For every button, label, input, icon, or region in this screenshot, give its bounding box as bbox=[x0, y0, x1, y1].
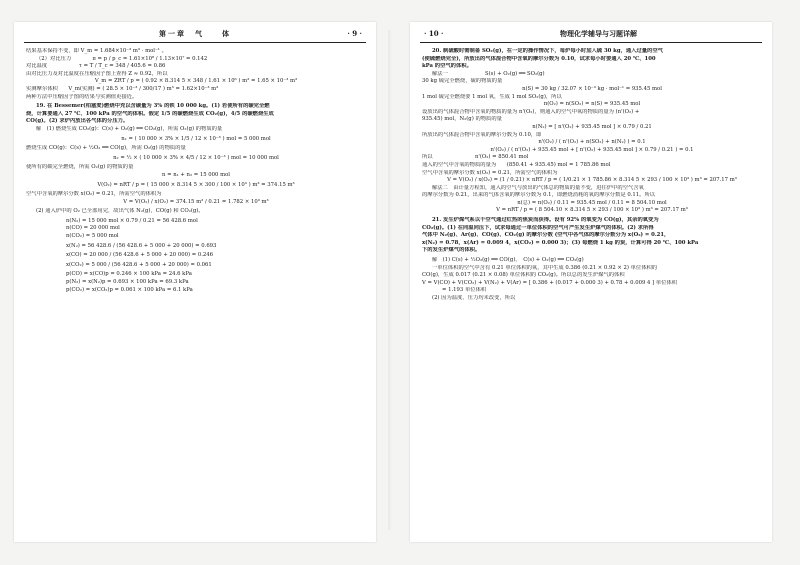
equation-line: n(N₂) = 15 000 mol × 0.79 / 0.21 = 56 428.6 mol bbox=[66, 217, 198, 224]
solution-line: 解 (1) C(s) + ½O₂(g) ══ CO(g)， C(s) + O₂(g) ══ CO₂(g) bbox=[432, 257, 584, 264]
equation-line: n(CO₂) = 5 000 mol bbox=[66, 233, 119, 240]
equation-line: x(N₂) = 56 428.6 / (56 428.6 + 5 000 + 20 000) = 0.693 bbox=[66, 242, 217, 249]
equation-line: x(CO) = 20 000 / (56 428.6 + 5 000 + 20 000) = 0.246 bbox=[66, 252, 214, 259]
equation-line: p(CO) = x(CO)p = 0.246 × 100 kPa = 24.6 kPa bbox=[66, 271, 192, 278]
text-line: 实测摩尔体积 V_m(实测) = ( 28.5 × 10⁻³ / 300/17 ) m³ = 1.62×10⁻³ m³ bbox=[26, 85, 219, 92]
equation-line: n(总) = n(O₂) / 0.11 = 935.45 mol / 0.11 = 8 504.10 mol bbox=[517, 199, 667, 206]
text-line: 空气中含氧的摩尔分数 x(O₂) = 0.21，所需空气的体积为 bbox=[422, 169, 558, 176]
text-line: 所放出的气体混合物中含氧的摩尔分数为 0.10，即 bbox=[422, 131, 542, 138]
equation-line: p(CO₂) = x(CO₂)p = 0.061 × 100 kPa = 6.1 kPa bbox=[66, 286, 193, 293]
problem-line: 19. 在 Bessemer(柏塞麦)燃烧中充以含碳量为 3% 的铁 10 000 kg。(1) 若使所有的碳完全燃 bbox=[36, 103, 270, 110]
text-line: 935.45) mol，N₂(g) 的物质的量 bbox=[422, 116, 502, 123]
equation-line: n(O₂) = n(SO₂) = n(S) = 935.45 mol bbox=[543, 101, 641, 108]
equation-line: V = V(O₂) / x(O₂) = (1 / 0.21) × nRT / p = ( 1/0.21 × 1 785.86 × 8.314 5 × 293 / 100 × 10³ ) m³ = 207.17 m³ bbox=[447, 177, 737, 184]
equation-line: n₁ = ( 10 000 × 3% × 1/5 / 12 × 10⁻³ ) mol = 5 000 mol bbox=[121, 135, 271, 142]
text-line: 使所有的碳完全燃烧，所需 O₂(g) 的物质的量 bbox=[26, 164, 134, 171]
equation-line: x(CO₂) = 5 000 / (56 428.6 + 5 000 + 20 000) = 0.061 bbox=[66, 261, 212, 268]
text-line: CO(g)，生成 0.017 (0.21 × 0.08) 单位体积的 CO₂(g)。所以总的发生炉煤气的体积 bbox=[422, 272, 625, 279]
equation-line: = 1.193 单位体积 bbox=[442, 287, 487, 294]
equation-line: n(S) = 30 kg / 32.07 × 10⁻³ kg · mol⁻¹ = 935.45 mol bbox=[522, 85, 662, 92]
problem-line: 下的发生炉煤气的体积。 bbox=[422, 247, 481, 254]
text-line: （2）对比压力 π = p / p_c = 1.61×10⁸ / 1.13×10⁷ = 0.142 bbox=[36, 55, 208, 62]
right-page-body bbox=[422, 48, 762, 538]
solution-line: 解法一 S(s) + O₂(g) ══ SO₂(g) bbox=[432, 70, 545, 77]
text-line: 设放出的气体混合物中含氧的物质的量为 n'(O₂)，则通入的空气中氧的物质的量为 (n'(O₂) + bbox=[422, 108, 640, 115]
text-line: 所以 n'(O₂) = 850.41 mol bbox=[422, 154, 529, 161]
right-page bbox=[410, 22, 772, 542]
solution-line: 解 (1) 燃烧生成 CO₂(g)：C(s) + O₂(g) ══ CO₂(g)，所需 O₂(g) 的物质的量 bbox=[36, 125, 223, 132]
equation-line: V = V(CO) + V(CO₂) + V(N₂) + V(Ar) = [ 0.386 + (0.017 + 0.000 3) + 0.78 + 0.009 4 ] 单位体积 bbox=[422, 279, 678, 286]
problem-line: 20. 制硫酸时需制备 SO₂(g)，在一定的操作情况下，每炉每小时加入硫 30 kg，通入过量的空气 bbox=[432, 48, 663, 54]
text-line: 空气中含氧的摩尔分数 x(O₂) = 0.21，所需空气的体积为 bbox=[26, 191, 162, 198]
book-gutter bbox=[388, 30, 392, 530]
equation-line: V = V(O₂) / x(O₂) = 374.15 m³ / 0.21 = 1.782 × 10³ m³ bbox=[123, 198, 269, 205]
problem-line: CO₂(g)。(1) 在同温同压下，试求每通过一单位体积的空气可产生发生炉煤气的体积。(2) 求所得 bbox=[422, 224, 654, 231]
equation-line: n'(O₂) / ( n'(O₂) + n(SO₂) + n(N₂) ) = 0.1 bbox=[538, 139, 646, 146]
equation-line: n = n₁ + n₂ = 15 000 mol bbox=[161, 171, 231, 178]
problem-line: x(N₂) = 0.78，x(Ar) = 0.009 4，x(CO₂) = 0.000 3)；(3) 每燃烧 1 kg 的炭，计算可得 20 ℃、100 kPa bbox=[422, 239, 699, 246]
text-line: 燃烧生成 CO(g)：C(s) + ½O₂ ══ CO(g)，所需 O₂(g) 的物质的量 bbox=[26, 145, 186, 152]
problem-line: 烧，计算要通入 27 ℃、100 kPa 的空气的体积。假定 1/5 的碳燃烧生成 CO₂(g)，4/5 的碳燃烧生成 bbox=[26, 110, 274, 117]
text-line: (2) 因为温度、压力均未改变，所以 bbox=[432, 295, 516, 301]
text-line: 通入的空气中含氧的物质的量为 (850.41 + 935.45) mol = 1 785.86 mol bbox=[422, 161, 611, 168]
text-line: 1 mol 硫完全燃烧要 1 mol 氧，生成 1 mol SO₂(g)，所以 bbox=[422, 93, 562, 100]
text-line: 对比温度 τ = T / T_c = 348 / 405.6 = 0.86 bbox=[26, 63, 166, 70]
text-line: 一单位体积的空气中含有 0.21 单位体积的氧，其中生成 0.386 (0.21 × 0.92 × 2) 单位体积的 bbox=[432, 264, 658, 271]
problem-line: CO(g)。(2) 求炉内放出各气体的分压力。 bbox=[26, 118, 129, 125]
equation-line: V(O₂) = nRT / p = ( 15 000 × 8.314 5 × 300 / 100 × 10³ ) m³ = 374.15 m³ bbox=[97, 181, 295, 188]
text-line: 的摩尔分数为 0.21，出来的气体含氧的摩尔分数为 0.1，即燃烧消耗的氧的摩尔分数是 0.11。所以 bbox=[422, 192, 656, 199]
problem-line: 21. 发生炉煤气系以干空气通过红热的焦炭而获得。设有 92% 的氧变为 CO(g)，其余的氧变为 bbox=[432, 217, 659, 224]
problem-line: 气体中 N₂(g)、Ar(g)、CO(g)、CO₂(g) 的摩尔分数 (空气中各气体的摩尔分数分为 x(O₂) = 0.21， bbox=[422, 232, 670, 239]
right-page-header bbox=[420, 28, 762, 43]
equation-line: V = nRT / p = ( 8 504.10 × 8.314 5 × 293 / 100 × 10³ ) m³ = 207.17 m³ bbox=[496, 207, 688, 214]
equation-line: n₂ = ½ × ( 10 000 × 3% × 4/5 / 12 × 10⁻³ ) mol = 10 000 mol bbox=[113, 154, 279, 161]
text-line: 30 kg 硫完全燃烧，硫的物质的量 bbox=[422, 78, 503, 85]
left-page-body bbox=[26, 48, 366, 538]
solution-line: 解法二 由计量方程知，通入的空气与放出的气体总的物质的量不变，进往炉中的空气含氧 bbox=[432, 184, 644, 191]
text-line: 两种方法中压缩因子图的结果与实测值更接近。 bbox=[26, 93, 138, 100]
equation-line: n'(O₂) / ( n'(O₂) + 935.45 mol + [ n'(O₂) + 935.45 mol ] × 0.79 / 0.21 ) = 0.1 bbox=[490, 146, 694, 153]
equation-line: p(N₂) = x(N₂)p = 0.693 × 100 kPa = 69.3 kPa bbox=[66, 279, 189, 286]
right-header-title: 物理化学辅导与习题详解 bbox=[560, 29, 637, 38]
left-header-title: 第一章 气 体 bbox=[159, 29, 231, 38]
equation-line: n(N₂) = [ n'(O₂) + 935.45 mol ] × 0.79 / 0.21 bbox=[532, 123, 652, 130]
equation-line: V_m = ZRT / p = ( 0.92 × 8.314 5 × 348 / 1.61 × 10⁶ ) m³ = 1.65 × 10⁻³ m³ bbox=[94, 78, 298, 85]
problem-line: (使硫燃烧完全)，所放出的气体混合物中含氧的摩尔分数为 0.10，试求每小时要通入 20 ℃、100 bbox=[422, 55, 656, 62]
left-page bbox=[14, 22, 376, 542]
text-line: 结果基本保持不变，即 V_m = 1.684×10⁻³ m³ · mol⁻¹ 。 bbox=[26, 48, 167, 54]
text-line: (2) 通入炉中的 O₂ 已全部用完，故出气体 N₂(g)，CO(g) 和 CO₂(g)。 bbox=[36, 208, 204, 215]
left-page-number: · 9 · bbox=[347, 29, 362, 38]
left-page-header bbox=[24, 28, 366, 43]
right-page-number: · 10 · bbox=[424, 29, 444, 38]
equation-line: n(CO) = 20 000 mol bbox=[66, 225, 120, 232]
text-line: 由对比压力及对比温度在压缩因子图上查得 Z ≈ 0.92，所以 bbox=[26, 70, 168, 77]
problem-line: kPa 的空气的体积。 bbox=[422, 63, 472, 70]
